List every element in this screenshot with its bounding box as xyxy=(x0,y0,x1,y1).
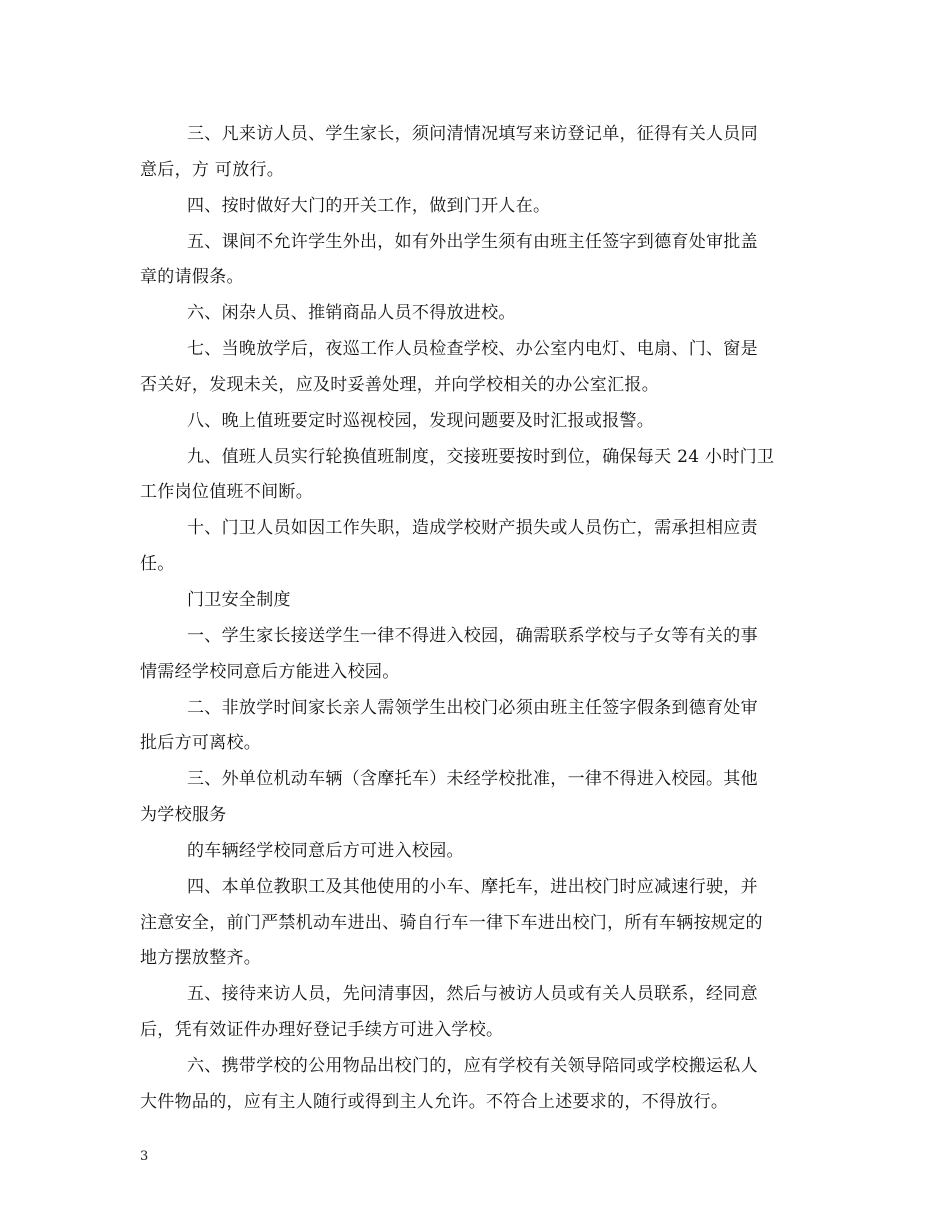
text-line: 三、凡来访人员、学生家长，须问清情况填写来访登记单，征得有关人员同 xyxy=(187,124,758,144)
text-line: 情需经学校同意后方能进入校园。 xyxy=(140,662,400,682)
text-line: 六、携带学校的公用物品出校门的，应有学校有关领导陪同或学校搬运私人 xyxy=(187,1056,758,1076)
text-line: 大件物品的，应有主人随行或得到主人允许。不符合上述要求的，不得放行。 xyxy=(140,1092,729,1112)
text-line: 一、学生家长接送学生一律不得进入校园，确需联系学校与子女等有关的事 xyxy=(187,626,758,646)
text-line: 十、门卫人员如因工作失职，造成学校财产损失或人员伤亡，需承担相应责 xyxy=(187,518,758,538)
text-line: 五、课间不允许学生外出，如有外出学生须有由班主任签字到德育处审批盖 xyxy=(187,232,758,252)
text-line: 否关好，发现未关，应及时妥善处理，并向学校相关的办公室汇报。 xyxy=(140,375,659,395)
text-line: 为学校服务 xyxy=(140,805,227,825)
text-line: 八、晚上值班要定时巡视校园，发现问题要及时汇报或报警。 xyxy=(187,411,655,431)
text-line: 七、当晚放学后，夜巡工作人员检查学校、办公室内电灯、电扇、门、窗是 xyxy=(187,339,758,359)
text-line: 后，凭有效证件办理好登记手续方可进入学校。 xyxy=(140,1020,504,1040)
text-line: 的车辆经学校同意后方可进入校园。 xyxy=(187,841,464,861)
text-line: 五、接待来访人员，先问清事因，然后与被访人员或有关人员联系，经同意 xyxy=(187,984,758,1004)
text-line: 地方摆放整齐。 xyxy=(140,948,262,968)
text-line: 任。 xyxy=(140,554,175,574)
text-line: 四、本单位教职工及其他使用的小车、摩托车，进出校门时应减速行驶，并 xyxy=(187,877,758,897)
text-line: 二、非放学时间家长亲人需领学生出校门必须由班主任签字假条到德育处审 xyxy=(187,698,758,718)
text-line: 意后，方 可放行。 xyxy=(140,160,285,180)
section-heading: 门卫安全制度 xyxy=(187,590,291,610)
text-line: 工作岗位值班不间断。 xyxy=(140,482,313,502)
text-line: 三、外单位机动车辆（含摩托车）未经学校批准，一律不得进入校园。其他 xyxy=(187,769,758,789)
text-line: 批后方可离校。 xyxy=(140,733,262,753)
text-line: 四、按时做好大门的开关工作，做到门开人在。 xyxy=(187,196,551,216)
text-line: 注意安全，前门严禁机动车进出、骑自行车一律下车进出校门，所有车辆按规定的 xyxy=(140,913,763,933)
text-line: 六、闲杂人员、推销商品人员不得放进校。 xyxy=(187,303,516,323)
text-line: 章的请假条。 xyxy=(140,267,244,287)
text-line: 九、值班人员实行轮换值班制度，交接班要按时到位，确保每天 24 小时门卫 xyxy=(187,447,775,467)
page-number: 3 xyxy=(140,1149,149,1164)
